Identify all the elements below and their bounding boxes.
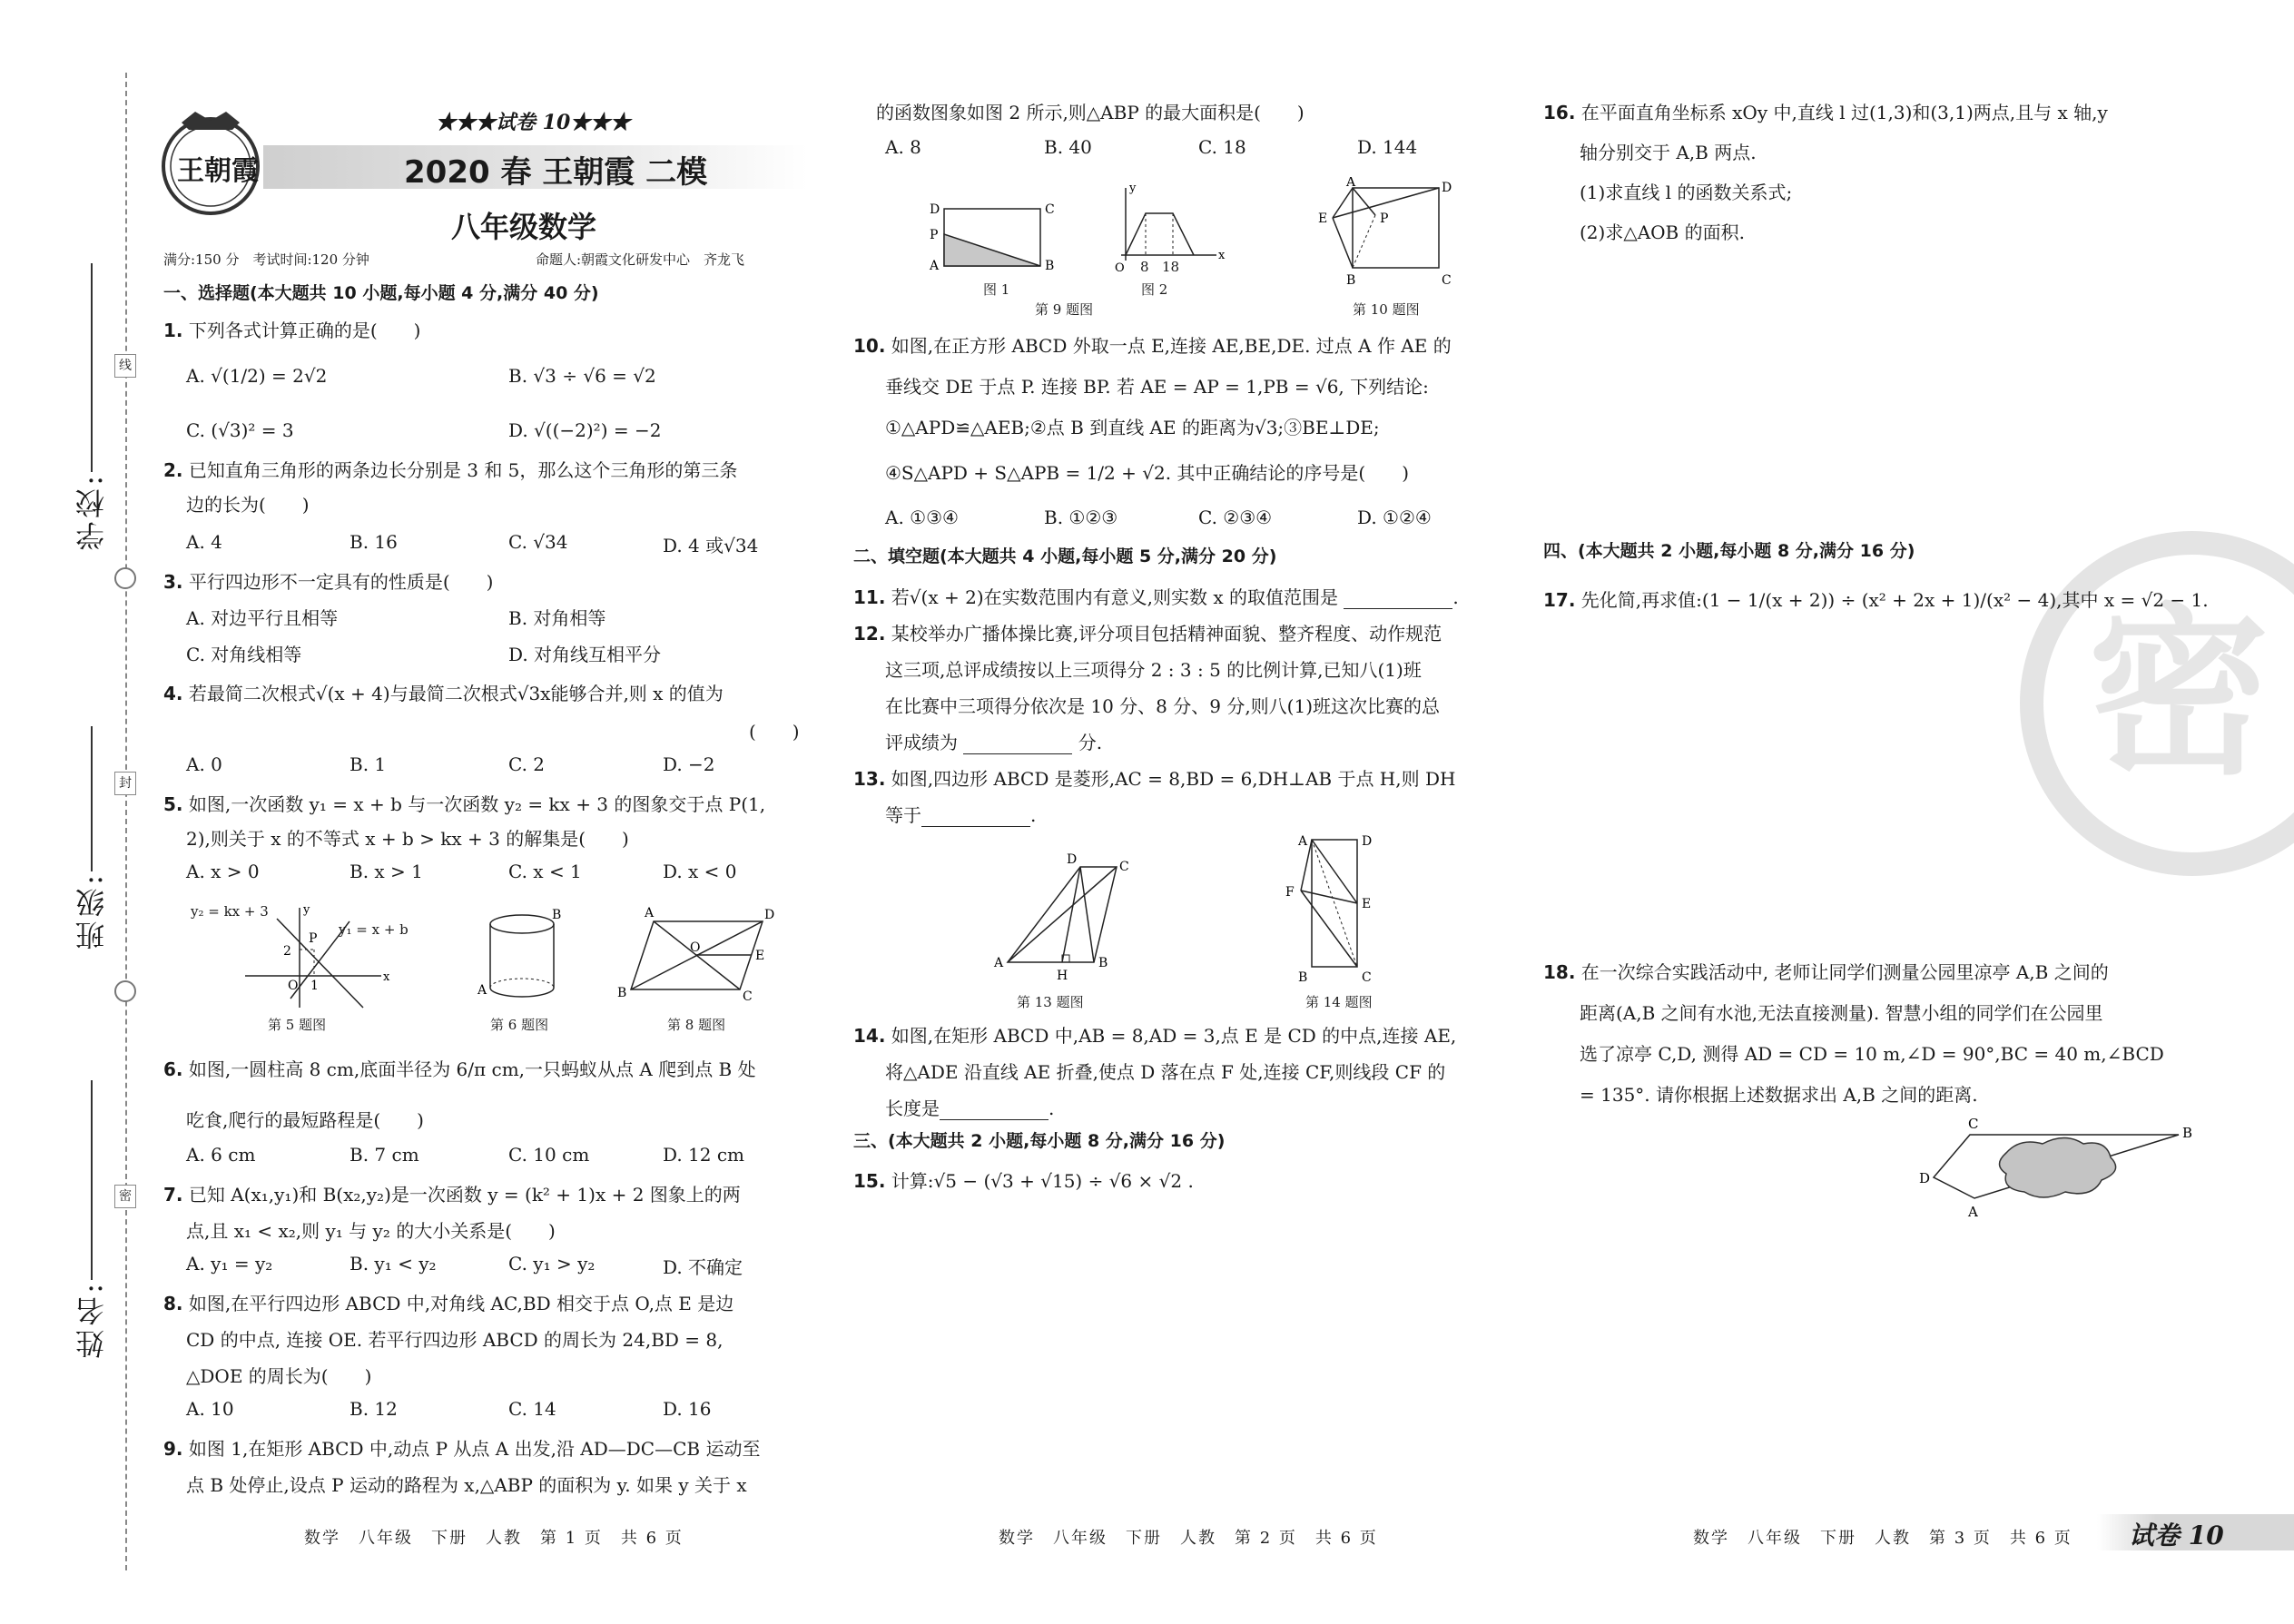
q16-stem: 在平面直角坐标系 xOy 中,直线 l 过(1,3)和(3,1)两点,且与 x 轴,y: [1580, 102, 2108, 123]
q12-stem4-text: 评成绩为: [885, 732, 958, 753]
question-15: [853, 1166, 1194, 1193]
meta-left: 满分:150 分 考试时间:120 分钟: [163, 251, 369, 268]
name-line[interactable]: [91, 1080, 93, 1280]
fig14-rectangle: [1285, 834, 1372, 985]
logo: [154, 104, 268, 218]
question-6: [163, 1055, 756, 1081]
q13-end: .: [1030, 804, 1037, 826]
page-title: 2020 春 王朝霞 二模: [404, 154, 708, 191]
svg-text:2: 2: [283, 944, 291, 959]
svg-text:A: A: [1346, 177, 1356, 190]
q14-answer-blank[interactable]: [940, 1101, 1049, 1120]
q14-stem3-text: 长度是: [885, 1097, 940, 1119]
q7-number: 7.: [163, 1184, 183, 1206]
q18-stem-line4: = 135°. 请你根据上述数据求出 A,B 之间的距离.: [1580, 1084, 1978, 1106]
q5-stem-line2: 2),则关于 x 的不等式 x + b > kx + 3 的解集是( ): [186, 828, 629, 850]
fig13-rhombus: [993, 852, 1129, 983]
q4-option-c[interactable]: C. 2: [508, 753, 546, 775]
q11-answer-blank[interactable]: [1344, 590, 1452, 609]
q15-number: 15.: [853, 1170, 886, 1192]
q17-number: 17.: [1543, 589, 1576, 611]
q2-option-d[interactable]: D. 4 或√34: [663, 535, 759, 556]
q4-option-b[interactable]: B. 1: [350, 753, 387, 775]
q5-option-a[interactable]: A. x > 0: [186, 861, 260, 882]
q3-stem: 平行四边形不一定具有的性质是( ): [188, 571, 494, 593]
question-14: [853, 1021, 1456, 1048]
q10-stem-line3: ①△APD≌△AEB;②点 B 到直线 AE 的距离为√3;③BE⊥DE;: [885, 417, 1380, 438]
q12-stem: 某校举办广播体操比赛,评分项目包括精神面貌、整齐程度、动作规范: [891, 623, 1442, 645]
series-label: ★★★试卷 10★★★: [436, 111, 631, 134]
q18-stem-line3: 选了凉亭 C,D, 测得 AD = CD = 10 m,∠D = 90°,BC = 40 m,∠BCD: [1580, 1043, 2164, 1065]
fig9-tick-18: 18: [1162, 259, 1180, 275]
q2-option-c[interactable]: C. √34: [508, 531, 568, 553]
svg-text:C: C: [1045, 202, 1055, 217]
question-4: [163, 679, 724, 705]
q3-number: 3.: [163, 571, 183, 593]
q8-option-d[interactable]: D. 16: [663, 1398, 712, 1420]
q2-number: 2.: [163, 459, 183, 481]
svg-text:A: A: [1968, 1204, 1978, 1220]
q16-part2: (2)求△AOB 的面积.: [1580, 221, 1745, 243]
q18-stem: 在一次综合实践活动中, 老师让同学们测量公园里凉亭 A,B 之间的: [1580, 961, 2109, 983]
svg-text:B: B: [552, 908, 562, 922]
meta-right: 命题人:朝霞文化研发中心 齐龙飞: [536, 251, 745, 268]
q9-option-b[interactable]: B. 40: [1044, 136, 1092, 158]
q10-stem-line4: ④S△APD + S△APB = 1/2 + √2. 其中正确结论的序号是( ): [885, 462, 1410, 484]
svg-text:B: B: [2182, 1125, 2193, 1141]
question-12: [853, 619, 1442, 645]
q5-stem: 如图,一次函数 y₁ = x + b 与一次函数 y₂ = kx + 3 的图象交于点 P(1,: [188, 793, 766, 815]
fig9-figure2-label: 图 2: [1141, 281, 1168, 298]
q6-stem-line2: 吃食,爬行的最短路程是( ): [186, 1109, 424, 1131]
logo-text: 王朝霞: [177, 155, 259, 187]
q9-option-c[interactable]: C. 18: [1198, 136, 1246, 158]
binding-mark-line: 线: [114, 354, 136, 378]
svg-text:C: C: [1362, 970, 1372, 985]
q6-number: 6.: [163, 1058, 183, 1080]
svg-text:C: C: [1119, 860, 1129, 874]
q4-option-a[interactable]: A. 0: [186, 753, 222, 775]
fig9-caption: 第 9 题图: [1035, 301, 1094, 318]
q7-option-d[interactable]: D. 不确定: [663, 1256, 743, 1278]
section-3-heading: 三、(本大题共 2 小题,每小题 8 分,满分 16 分): [853, 1131, 1226, 1151]
q2-stem: 已知直角三角形的两条边长分别是 3 和 5，那么这个三角形的第三条: [188, 459, 738, 481]
svg-text:y: y: [303, 903, 310, 917]
svg-text:B: B: [1045, 259, 1055, 273]
q15-stem: 计算:√5 − (√3 + √15) ÷ √6 × √2 .: [891, 1170, 1194, 1192]
svg-text:E: E: [755, 949, 765, 963]
footer-page-2: 数学 八年级 下册 人教 第 2 页 共 6 页: [999, 1529, 1378, 1548]
binding-mark-secret: 密: [114, 1185, 136, 1208]
q10-stem: 如图,在正方形 ABCD 外取一点 E,连接 AE,BE,DE. 过点 A 作 AE 的: [891, 335, 1452, 357]
q8-stem-line2: CD 的中点, 连接 OE. 若平行四边形 ABCD 的周长为 24,BD = 8,: [186, 1329, 724, 1351]
q8-option-c[interactable]: C. 14: [508, 1398, 556, 1420]
binding-hole: [114, 980, 136, 1002]
fig6-caption: 第 6 题图: [490, 1017, 549, 1033]
q5-option-c[interactable]: C. x < 1: [508, 861, 582, 882]
q14-stem-line3: [885, 1094, 1054, 1120]
q14-end: .: [1049, 1097, 1055, 1119]
fig13-caption: 第 13 题图: [1017, 994, 1084, 1010]
q6-option-d[interactable]: D. 12 cm: [663, 1144, 745, 1166]
q13-stem: 如图,四边形 ABCD 是菱形,AC = 8,BD = 6,DH⊥AB 于点 H,则 DH: [891, 768, 1456, 790]
fig10-caption: 第 10 题图: [1353, 301, 1420, 318]
svg-text:A: A: [994, 956, 1004, 970]
school-label: 学校:: [74, 472, 109, 551]
q1-option-a[interactable]: A. √(1/2) = 2√2: [186, 365, 328, 387]
svg-text:O: O: [690, 940, 701, 955]
q11-number: 11.: [853, 586, 886, 608]
svg-text:H: H: [1057, 969, 1068, 983]
svg-text:1: 1: [310, 979, 319, 993]
q12-stem-line3: 在比赛中三项得分依次是 10 分、8 分、9 分,则八(1)班这次比赛的总: [885, 695, 1441, 717]
svg-text:x: x: [383, 970, 390, 984]
svg-text:F: F: [1285, 885, 1295, 900]
q17-stem: 先化简,再求值:(1 − 1/(x + 2)) ÷ (x² + 2x + 1)/(x² − 4),其中 x = √2 − 1.: [1580, 589, 2209, 611]
q2-stem-line2: 边的长为( ): [186, 494, 310, 516]
section-2-heading: 二、填空题(本大题共 4 小题,每小题 5 分,满分 20 分): [853, 546, 1277, 566]
q16-part1: (1)求直线 l 的函数关系式;: [1580, 182, 1793, 203]
q12-stem-line2: 这三项,总评成绩按以上三项得分 2 : 3 : 5 的比例计算,已知八(1)班: [885, 659, 1422, 681]
svg-text:A: A: [1298, 834, 1308, 849]
svg-text:y: y: [1129, 182, 1137, 195]
svg-text:D: D: [1067, 852, 1078, 867]
q10-number: 10.: [853, 335, 886, 357]
svg-text:P: P: [309, 931, 318, 946]
q13-stem2-text: 等于: [885, 804, 921, 826]
q5-number: 5.: [163, 793, 183, 815]
q8-number: 8.: [163, 1293, 183, 1314]
fig8-caption: 第 8 题图: [667, 1017, 726, 1033]
q10-option-c[interactable]: C. ②③④: [1198, 507, 1273, 528]
fig18-pond-diagram: [1915, 1112, 2206, 1230]
q9-option-d[interactable]: D. 144: [1357, 136, 1418, 158]
svg-text:E: E: [1362, 897, 1372, 911]
svg-text:B: B: [1346, 273, 1356, 288]
svg-text:D: D: [764, 908, 775, 922]
question-16: [1543, 98, 2108, 124]
footer-page-3: 数学 八年级 下册 人教 第 3 页 共 6 页: [1693, 1529, 2072, 1548]
svg-text:A: A: [478, 983, 487, 998]
q6-option-a[interactable]: A. 6 cm: [186, 1144, 256, 1166]
footer-page-1: 数学 八年级 下册 人教 第 1 页 共 6 页: [304, 1529, 684, 1548]
q2-option-b[interactable]: B. 16: [350, 531, 398, 553]
svg-text:B: B: [1298, 970, 1308, 985]
q5-option-b[interactable]: B. x > 1: [350, 861, 423, 882]
svg-text:E: E: [1318, 212, 1328, 226]
q8-option-b[interactable]: B. 12: [350, 1398, 398, 1420]
svg-text:C: C: [1442, 273, 1452, 288]
watermark-text: 密: [2088, 588, 2270, 800]
q4-paren: ( ): [749, 721, 800, 743]
q16-stem-line2: 轴分别交于 A,B 两点.: [1580, 142, 1757, 163]
q1-option-d[interactable]: D. √((−2)²) = −2: [508, 419, 662, 441]
question-17: [1543, 586, 2209, 612]
q8-stem: 如图,在平行四边形 ABCD 中,对角线 AC,BD 相交于点 O,点 E 是边: [188, 1293, 734, 1314]
fig9-tick-8: 8: [1140, 259, 1149, 275]
section-4-heading: 四、(本大题共 2 小题,每小题 8 分,满分 16 分): [1543, 541, 1915, 561]
q18-stem-line2: 距离(A,B 之间有水池,无法直接测量). 智慧小组的同学们在公园里: [1580, 1002, 2103, 1024]
q7-option-c[interactable]: C. y₁ > y₂: [508, 1253, 596, 1275]
fig8-parallelogram: [617, 906, 774, 1004]
section-1-heading: 一、选择题(本大题共 10 小题,每小题 4 分,满分 40 分): [163, 283, 599, 303]
q9-stem-line2: 点 B 处停止,设点 P 运动的路程为 x,△ABP 的面积为 y. 如果 y 关于 x: [186, 1474, 747, 1496]
page-subtitle: 八年级数学: [451, 210, 597, 244]
question-11: [853, 583, 1459, 609]
class-line[interactable]: [91, 726, 93, 871]
fig9-figure1-label: 图 1: [983, 281, 1010, 298]
q14-stem: 如图,在矩形 ABCD 中,AB = 8,AD = 3,点 E 是 CD 的中点,连接 AE,: [891, 1025, 1457, 1047]
binding-mark-seal: 封: [114, 772, 136, 795]
q1-option-b[interactable]: B. √3 ÷ √6 = √2: [508, 365, 656, 387]
q1-stem: 下列各式计算正确的是( ): [188, 320, 421, 341]
q7-option-a[interactable]: A. y₁ = y₂: [186, 1253, 273, 1275]
question-18: [1543, 958, 2109, 984]
svg-text:x: x: [1218, 249, 1226, 262]
q11-end: .: [1452, 586, 1459, 608]
svg-text:C: C: [1968, 1116, 1979, 1132]
fig5-caption: 第 5 题图: [268, 1017, 327, 1033]
svg-text:B: B: [1098, 956, 1108, 970]
q3-option-d[interactable]: D. 对角线互相平分: [508, 644, 662, 665]
q3-option-c[interactable]: C. 对角线相等: [186, 644, 302, 665]
fig5-y1-label: y₁ = x + b: [339, 921, 409, 938]
svg-text:C: C: [743, 989, 753, 1004]
q10-stem-line2: 垂线交 DE 于点 P. 连接 BP. 若 AE = AP = 1,PB = √6, 下列结论:: [885, 376, 1429, 398]
figure-row-3: [962, 831, 1416, 994]
q1-option-c[interactable]: C. (√3)² = 3: [186, 419, 294, 441]
q10-option-d[interactable]: D. ①②④: [1357, 507, 1432, 528]
school-line[interactable]: [91, 263, 93, 472]
q3-option-b[interactable]: B. 对角相等: [508, 607, 606, 629]
q9-stem: 如图 1,在矩形 ABCD 中,动点 P 从点 A 出发,沿 AD—DC—CB 运动至: [188, 1438, 761, 1460]
fig5-y2-label: y₂ = kx + 3: [191, 903, 269, 920]
svg-text:P: P: [1380, 212, 1389, 226]
svg-text:O: O: [288, 979, 299, 993]
q6-stem: 如图,一圆柱高 8 cm,底面半径为 6/π cm,一只蚂蚁从点 A 爬到点 B 处: [188, 1058, 756, 1080]
question-10: [853, 331, 1452, 358]
q13-number: 13.: [853, 768, 886, 790]
footer-tag: 试卷 10: [2129, 1521, 2224, 1550]
q8-option-a[interactable]: A. 10: [186, 1398, 234, 1420]
fig9-rectangle: [929, 202, 1055, 273]
q7-stem-line2: 点,且 x₁ < x₂,则 y₁ 与 y₂ 的大小关系是( ): [186, 1220, 556, 1242]
q12-stem-line4: [885, 728, 1102, 754]
question-9: [163, 1434, 760, 1461]
class-label: 班级:: [74, 871, 109, 950]
q9-stem-line3: 的函数图象如图 2 所示,则△ABP 的最大面积是( ): [876, 102, 1305, 123]
svg-text:D: D: [930, 202, 940, 217]
q13-answer-blank[interactable]: [921, 808, 1030, 827]
svg-text:B: B: [617, 986, 627, 1000]
binding-strip: [0, 0, 163, 1624]
q11-stem: 若√(x + 2)在实数范围内有意义,则实数 x 的取值范围是: [891, 586, 1338, 608]
q13-stem-line2: [885, 801, 1036, 827]
binding-dashed-line: [125, 73, 127, 1570]
fig10-square: [1318, 177, 1452, 288]
q10-option-b[interactable]: B. ①②③: [1044, 507, 1118, 528]
svg-text:O: O: [1115, 261, 1125, 275]
q14-number: 14.: [853, 1025, 886, 1047]
svg-text:P: P: [930, 228, 939, 242]
question-8: [163, 1289, 733, 1315]
q14-stem-line2: 将△ADE 沿直线 AE 折叠,使点 D 落在点 F 处,连接 CF,则线段 CF 的: [885, 1061, 1446, 1083]
fig14-caption: 第 14 题图: [1305, 994, 1373, 1010]
question-7: [163, 1180, 741, 1206]
question-13: [853, 764, 1455, 791]
fig6-cylinder: [477, 908, 561, 998]
q4-stem: 若最简二次根式√(x + 4)与最简二次根式√3x能够合并,则 x 的值为: [188, 683, 724, 704]
question-1: [163, 316, 420, 342]
q7-option-b[interactable]: B. y₁ < y₂: [350, 1253, 437, 1275]
svg-text:D: D: [1442, 181, 1452, 195]
q16-number: 16.: [1543, 102, 1576, 123]
q4-number: 4.: [163, 683, 183, 704]
svg-text:D: D: [1919, 1170, 1931, 1186]
binding-hole: [114, 567, 136, 589]
q9-number: 9.: [163, 1438, 183, 1460]
q18-number: 18.: [1543, 961, 1576, 983]
q5-option-d[interactable]: D. x < 0: [663, 861, 737, 882]
q9-option-a[interactable]: A. 8: [885, 136, 921, 158]
question-2: [163, 456, 737, 482]
q2-option-a[interactable]: A. 4: [186, 531, 222, 553]
question-3: [163, 567, 493, 594]
q12-number: 12.: [853, 623, 886, 645]
q10-option-a[interactable]: A. ①③④: [885, 507, 959, 528]
q12-answer-blank[interactable]: [963, 735, 1072, 754]
q4-option-d[interactable]: D. −2: [663, 753, 715, 775]
q1-number: 1.: [163, 320, 183, 341]
svg-text:A: A: [645, 906, 655, 920]
svg-text:D: D: [1362, 834, 1373, 849]
q12-end: 分.: [1078, 732, 1103, 753]
q6-option-c[interactable]: C. 10 cm: [508, 1144, 590, 1166]
name-label: 姓名:: [74, 1280, 109, 1359]
q3-option-a[interactable]: A. 对边平行且相等: [186, 607, 339, 629]
q7-stem: 已知 A(x₁,y₁)和 B(x₂,y₂)是一次函数 y = (k² + 1)x + 2 图象上的两: [188, 1184, 741, 1206]
q8-stem-line3: △DOE 的周长为( ): [186, 1365, 372, 1387]
question-5: [163, 790, 765, 816]
q6-option-b[interactable]: B. 7 cm: [350, 1144, 419, 1166]
svg-text:A: A: [930, 259, 940, 273]
